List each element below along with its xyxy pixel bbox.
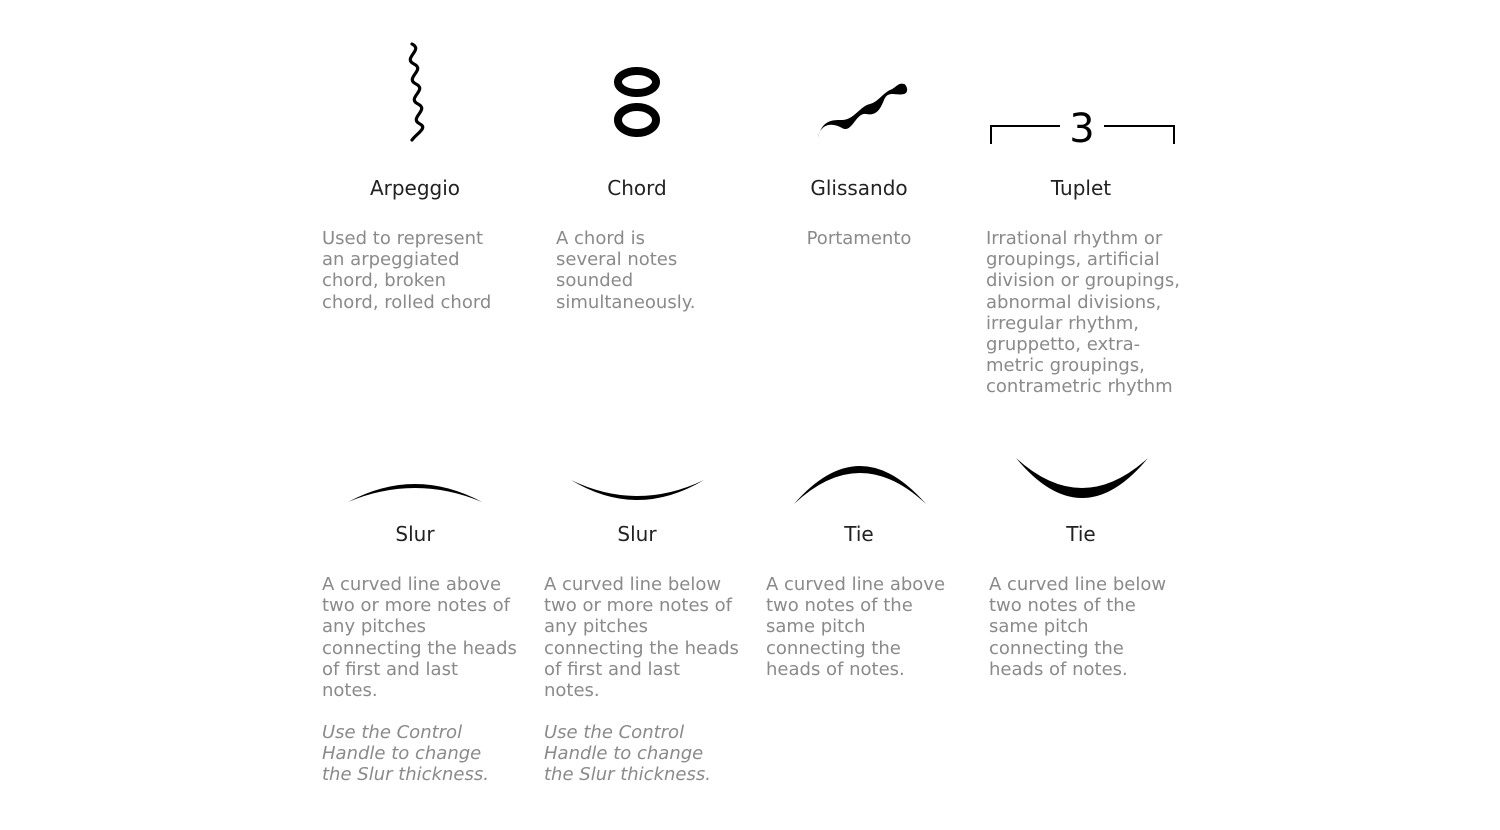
tool-title: Arpeggio	[369, 176, 461, 200]
tool-description: Irrational rhythm or groupings, artificial division or groupings, abnormal divisions, irregular rhythm, gruppetto, extra-metric groupings, contrametric rhythm	[986, 228, 1180, 398]
tool-description: A chord is several notes sounded simultaneously.	[556, 228, 696, 313]
tool-title: Tuplet	[1050, 176, 1112, 200]
tie-below-icon	[970, 456, 1192, 506]
tool-card-slur-above[interactable]	[304, 430, 526, 830]
tool-title: Glissando	[810, 176, 908, 200]
tool-card-tuplet[interactable]	[970, 0, 1192, 430]
tool-title: Slur	[617, 522, 657, 546]
tie-above-icon	[748, 456, 970, 506]
arpeggio-icon	[304, 40, 526, 144]
tool-card-chord[interactable]	[526, 0, 748, 430]
tool-title: Tie	[844, 522, 874, 546]
tool-description: A curved line below two or more notes of any pitches connecting the heads of first and last notes.	[544, 574, 739, 702]
tool-hint: Use the Control Handle to change the Slur thickness.	[322, 722, 489, 786]
tuplet-number: 3	[1069, 106, 1095, 148]
tool-description: A curved line above two notes of the same pitch connecting the heads of notes.	[766, 574, 946, 680]
slur-below-icon	[526, 476, 748, 506]
tool-card-glissando[interactable]	[748, 0, 970, 430]
tool-description: A curved line below two notes of the same pitch connecting the heads of notes.	[989, 574, 1167, 680]
tool-title: Slur	[395, 522, 435, 546]
tool-card-tie-above[interactable]	[748, 430, 970, 830]
tool-title: Chord	[607, 176, 667, 200]
tool-hint: Use the Control Handle to change the Slur thickness.	[544, 722, 711, 786]
tool-card-slur-below[interactable]	[526, 430, 748, 830]
glissando-icon	[748, 80, 970, 146]
tool-title: Tie	[1066, 522, 1096, 546]
slur-above-icon	[304, 476, 526, 506]
tuplet-icon	[970, 100, 1192, 148]
tool-card-arpeggio[interactable]	[304, 0, 526, 430]
tool-description: A curved line above two or more notes of any pitches connecting the heads of first and last notes.	[322, 574, 517, 702]
chord-icon	[526, 62, 748, 146]
tool-description: Portamento	[806, 228, 912, 249]
tool-card-tie-below[interactable]	[970, 430, 1192, 830]
tool-description: Used to represent an arpeggiated chord, broken chord, rolled chord	[322, 228, 492, 313]
